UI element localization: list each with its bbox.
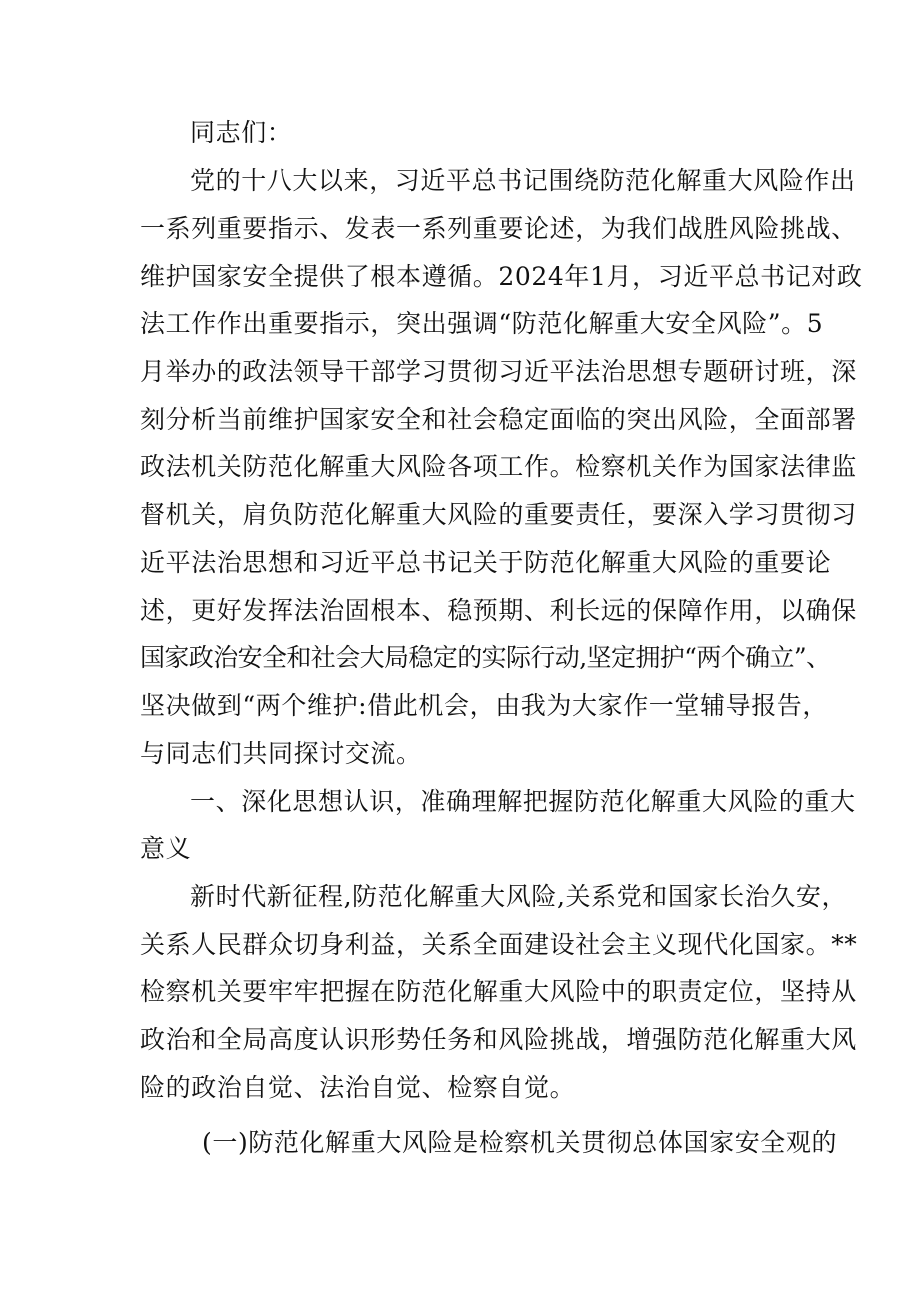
paragraph-line: 刻分析当前维护国家安全和社会稳定面临的突出风险，全面部署 (140, 405, 857, 434)
paragraph-line: 政法机关防范化解重大风险各项工作。检察机关作为国家法律监 (140, 452, 857, 481)
paragraph-line: 与同志们共同探讨交流。 (140, 739, 422, 768)
paragraph-line: 党的十八大以来，习近平总书记围绕防范化解重大风险作出 (190, 166, 856, 195)
paragraph-line: 政治和全局高度认识形势任务和风险挑战，增强防范化解重大风 (140, 1025, 857, 1054)
subsection-heading: (一)防范化解重大风险是检察机关贯彻总体国家安全观的 (202, 1128, 838, 1157)
paragraph-line: 险的政治自觉、法治自觉、检察自觉。 (140, 1073, 576, 1102)
paragraph-line: 新时代新征程,防范化解重大风险,关系党和国家长治久安， (190, 882, 848, 911)
paragraph-line: 近平法治思想和习近平总书记关于防范化解重大风险的重要论 (140, 548, 832, 577)
paragraph-line: 坚决做到“两个维护:借此机会，由我为大家作一堂辅导报告， (140, 691, 829, 720)
paragraph-line: 述，更好发挥法治固根本、稳预期、利长远的保障作用，以确保 (140, 596, 857, 625)
paragraph-line: 维护国家安全提供了根本遵循。2024年1月，习近平总书记对政 (140, 262, 863, 291)
salutation: 同志们： (190, 118, 293, 147)
paragraph-line: 一系列重要指示、发表一系列重要论述，为我们战胜风险挑战、 (140, 214, 857, 243)
paragraph-line: 关系人民群众切身利益，关系全面建设社会主义现代化国家。** (140, 930, 858, 959)
paragraph-line: 月举办的政法领导干部学习贯彻习近平法治思想专题研讨班，深 (140, 357, 857, 386)
paragraph-line: 督机关，肩负防范化解重大风险的重要责任，要深入学习贯彻习 (140, 500, 857, 529)
paragraph-line: 国家政治安全和社会大局稳定的实际行动,坚定拥护“两个确立”、 (140, 643, 831, 672)
section-heading: 意义 (140, 834, 192, 863)
paragraph-line: 检察机关要牢牢把握在防范化解重大风险中的职责定位，坚持从 (140, 977, 857, 1006)
section-heading: 一、深化思想认识，准确理解把握防范化解重大风险的重大 (190, 787, 856, 816)
paragraph-line: 法工作作出重要指示，突出强调“防范化解重大安全风险”。5 (140, 309, 824, 338)
